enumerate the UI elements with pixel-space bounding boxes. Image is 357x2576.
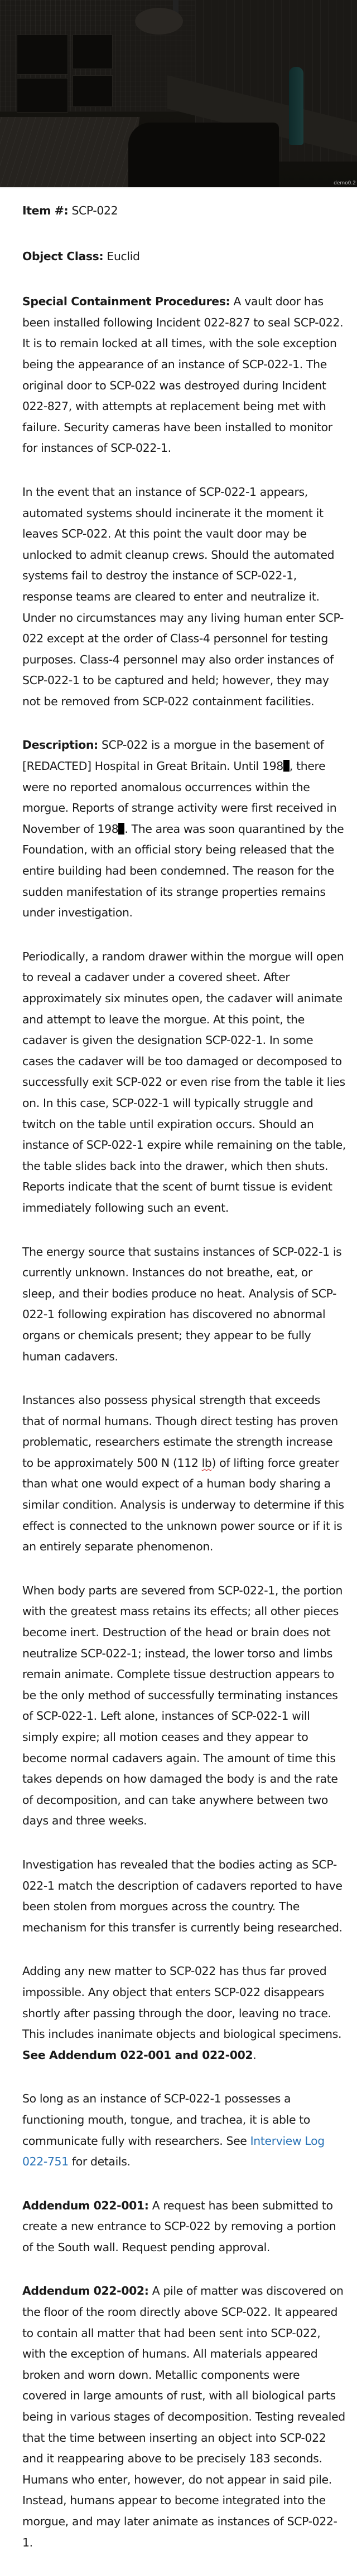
addendum-001-text: A request has been submitted to create a new entrance to SCP-022 by removing a portion of the South wall. Request pending approval. (22, 2198, 336, 2254)
description-text: , there were no reported anomalous occurrences within the morgue. Reports of strange activity were first received in November of 198 (22, 759, 337, 836)
addendum-reference: See Addendum 022-001 and 022-002 (22, 2048, 253, 2062)
item-value: SCP-022 (68, 204, 118, 217)
description-text: . The area was soon quarantined by the Foundation, with an official story being released that the entire building had been condemned. The reason for the sudden manifestation of its strange properties remains under investigation. (22, 822, 344, 920)
addendum-002-label: Addendum 022-002: (22, 2284, 149, 2298)
morgue-drawer (73, 75, 113, 107)
object-class-value: Euclid (103, 249, 140, 263)
morgue-drawer (73, 35, 113, 69)
description-label: Description: (22, 738, 98, 752)
description-paragraph-4 (22, 1390, 346, 1558)
description-text: for details. (68, 2155, 131, 2169)
interview-log-link[interactable]: Interview Log 022-751 (22, 2134, 325, 2169)
object-class-label: Object Class: (22, 249, 104, 263)
item-label: Item #: (22, 204, 69, 217)
description-text: SCP-022 is a morgue in the basement of [REDACTED] Hospital in Great Britain. Until 198 (22, 738, 324, 773)
containment-paragraph (22, 291, 346, 459)
redaction-block (118, 823, 124, 835)
watermark: demo0.2 (334, 180, 356, 186)
morgue-photo (0, 0, 357, 187)
scp-document (22, 201, 346, 2576)
description-paragraph-6: Investigation has revealed that the bodies acting as SCP-022-1 match the description of cadavers reported to have been stolen from morgues across the country. The mechanism for this transfer is currently being researched. (22, 1857, 342, 1934)
containment-text: A vault door has been installed following Incident 022-827 to seal SCP-022. It is to remain locked at all times, with the sole exception being the appearance of an instance of SCP-022-1. The original door to SCP-022 was destroyed during Incident 022-827, with attempts at replacement being met with failure. Security cameras have been installed to monitor for instances of SCP-022-1. (22, 295, 344, 455)
floor-slab (0, 117, 140, 187)
addendum-002 (22, 2281, 346, 2553)
redaction-block (283, 760, 290, 772)
addendum-002-text: A pile of matter was discovered on the floor of the room directly above SCP-022. It appeared to contain all matter that had been sent into SCP-022, with the exception of humans. All materials appeared broken and worn down. Metallic components were covered in large amounts of rust, with all biological parts being in various stages of decomposition. Testing revealed that the time between inserting an object into SCP-022 and it reappearing above to be precisely 183 seconds. Humans who enter, however, do not appear in said pile. Instead, humans appear to become integrated into the morgue, and may later animate as instances of SCP-022-1. (22, 2284, 345, 2549)
description-text: Adding any new matter to SCP-022 has thus far proved impossible. Any object that enters SCP-022 disappears shortly after passing through the door, leaving no trace. This includes inanimate objects and biological specimens. (22, 1964, 342, 2041)
description-text: So long as an instance of SCP-022-1 possesses a functioning mouth, tongue, and trachea, it is able to communicate fully with researchers. See (22, 2092, 311, 2148)
bottle (289, 67, 303, 145)
description-paragraph-7 (22, 1961, 346, 2066)
description-text: ) of lifting force greater than what one would expect of a human body sharing a similar condition. Analysis is underway to determine if this effect is connected to the unknown power source or if it is an entirely separate phenomenon. (22, 1456, 344, 1554)
description-paragraph-3: The energy source that sustains instances of SCP-022-1 is currently unknown. Instances do not breathe, eat, or sleep, and their bodies produce no heat. Analysis of SCP-022-1 following expiration has discovered no abnormal organs or chemicals present; they appear to be fully human cadavers. (22, 1245, 342, 1363)
description-text: . (253, 2048, 257, 2062)
description-text: Instances also possess physical strength that exceeds that of normal humans. Though direct testing has proven problematic, researchers estimate the strength increase to be approximately 500 N (112 (22, 1393, 338, 1470)
object-class (22, 246, 346, 267)
shadow-pit (128, 123, 279, 187)
description-paragraph-8 (22, 2089, 346, 2172)
morgue-drawer (17, 78, 68, 113)
description-paragraph-2: Periodically, a random drawer within the morgue will open to reveal a cadaver under a covered sheet. After approximately six minutes open, the cadaver will animate and attempt to leave the morgue. At this point, the cadaver is given the designation SCP-022-1. In some cases the cadaver will be too damaged or decomposed to successfully exit SCP-022 or even rise from the table it lies on. In this case, SCP-022-1 will typically struggle and twitch on the table until expiration occurs. Should an instance of SCP-022-1 expire while remaining on the table, the table slides back into the drawer, which then shuts. Reports indicate that the scent of burnt tissue is evident immediately following such an event. (22, 949, 346, 1214)
addendum-001 (22, 2196, 346, 2258)
item-number (22, 201, 346, 222)
description-paragraph-5: When body parts are severed from SCP-022-1, the portion with the greatest mass retains its effects; all other pieces become inert. Destruction of the head or brain does not neutralize SCP-022-1; instead, the lower torso and limbs remain animate. Complete tissue destruction appears to be the only method of successfully terminating instances of SCP-022-1. Left alone, instances of SCP-022-1 will simply expire; all motion ceases and they appear to become normal cadavers again. The amount of time this takes depends on how damaged the body is and the rate of decomposition, and can take anywhere between two days and three weeks. (22, 1583, 343, 1828)
description-paragraph (22, 735, 346, 923)
spellcheck-word: lb (201, 1456, 212, 1470)
photo-border (0, 187, 357, 188)
addendum-001-label: Addendum 022-001: (22, 2198, 149, 2212)
containment-paragraph-2: In the event that an instance of SCP-022-1 appears, automated systems should incinerate it the moment it leaves SCP-022. At this point the vault door may be unlocked to admit cleanup crews. Should the automated systems fail to destroy the instance of SCP-022-1, response teams are cleared to enter and neutralize it. Under no circumstances may any living human enter SCP-022 except at the order of Class-4 personnel for testing purposes. Class-4 personnel may also order instances of SCP-022-1 to be captured and held; however, they may not be removed from SCP-022 containment facilities. (22, 485, 344, 708)
containment-label: Special Containment Procedures: (22, 295, 230, 309)
overhead-lamp-icon (135, 8, 183, 35)
morgue-drawer (17, 35, 68, 75)
